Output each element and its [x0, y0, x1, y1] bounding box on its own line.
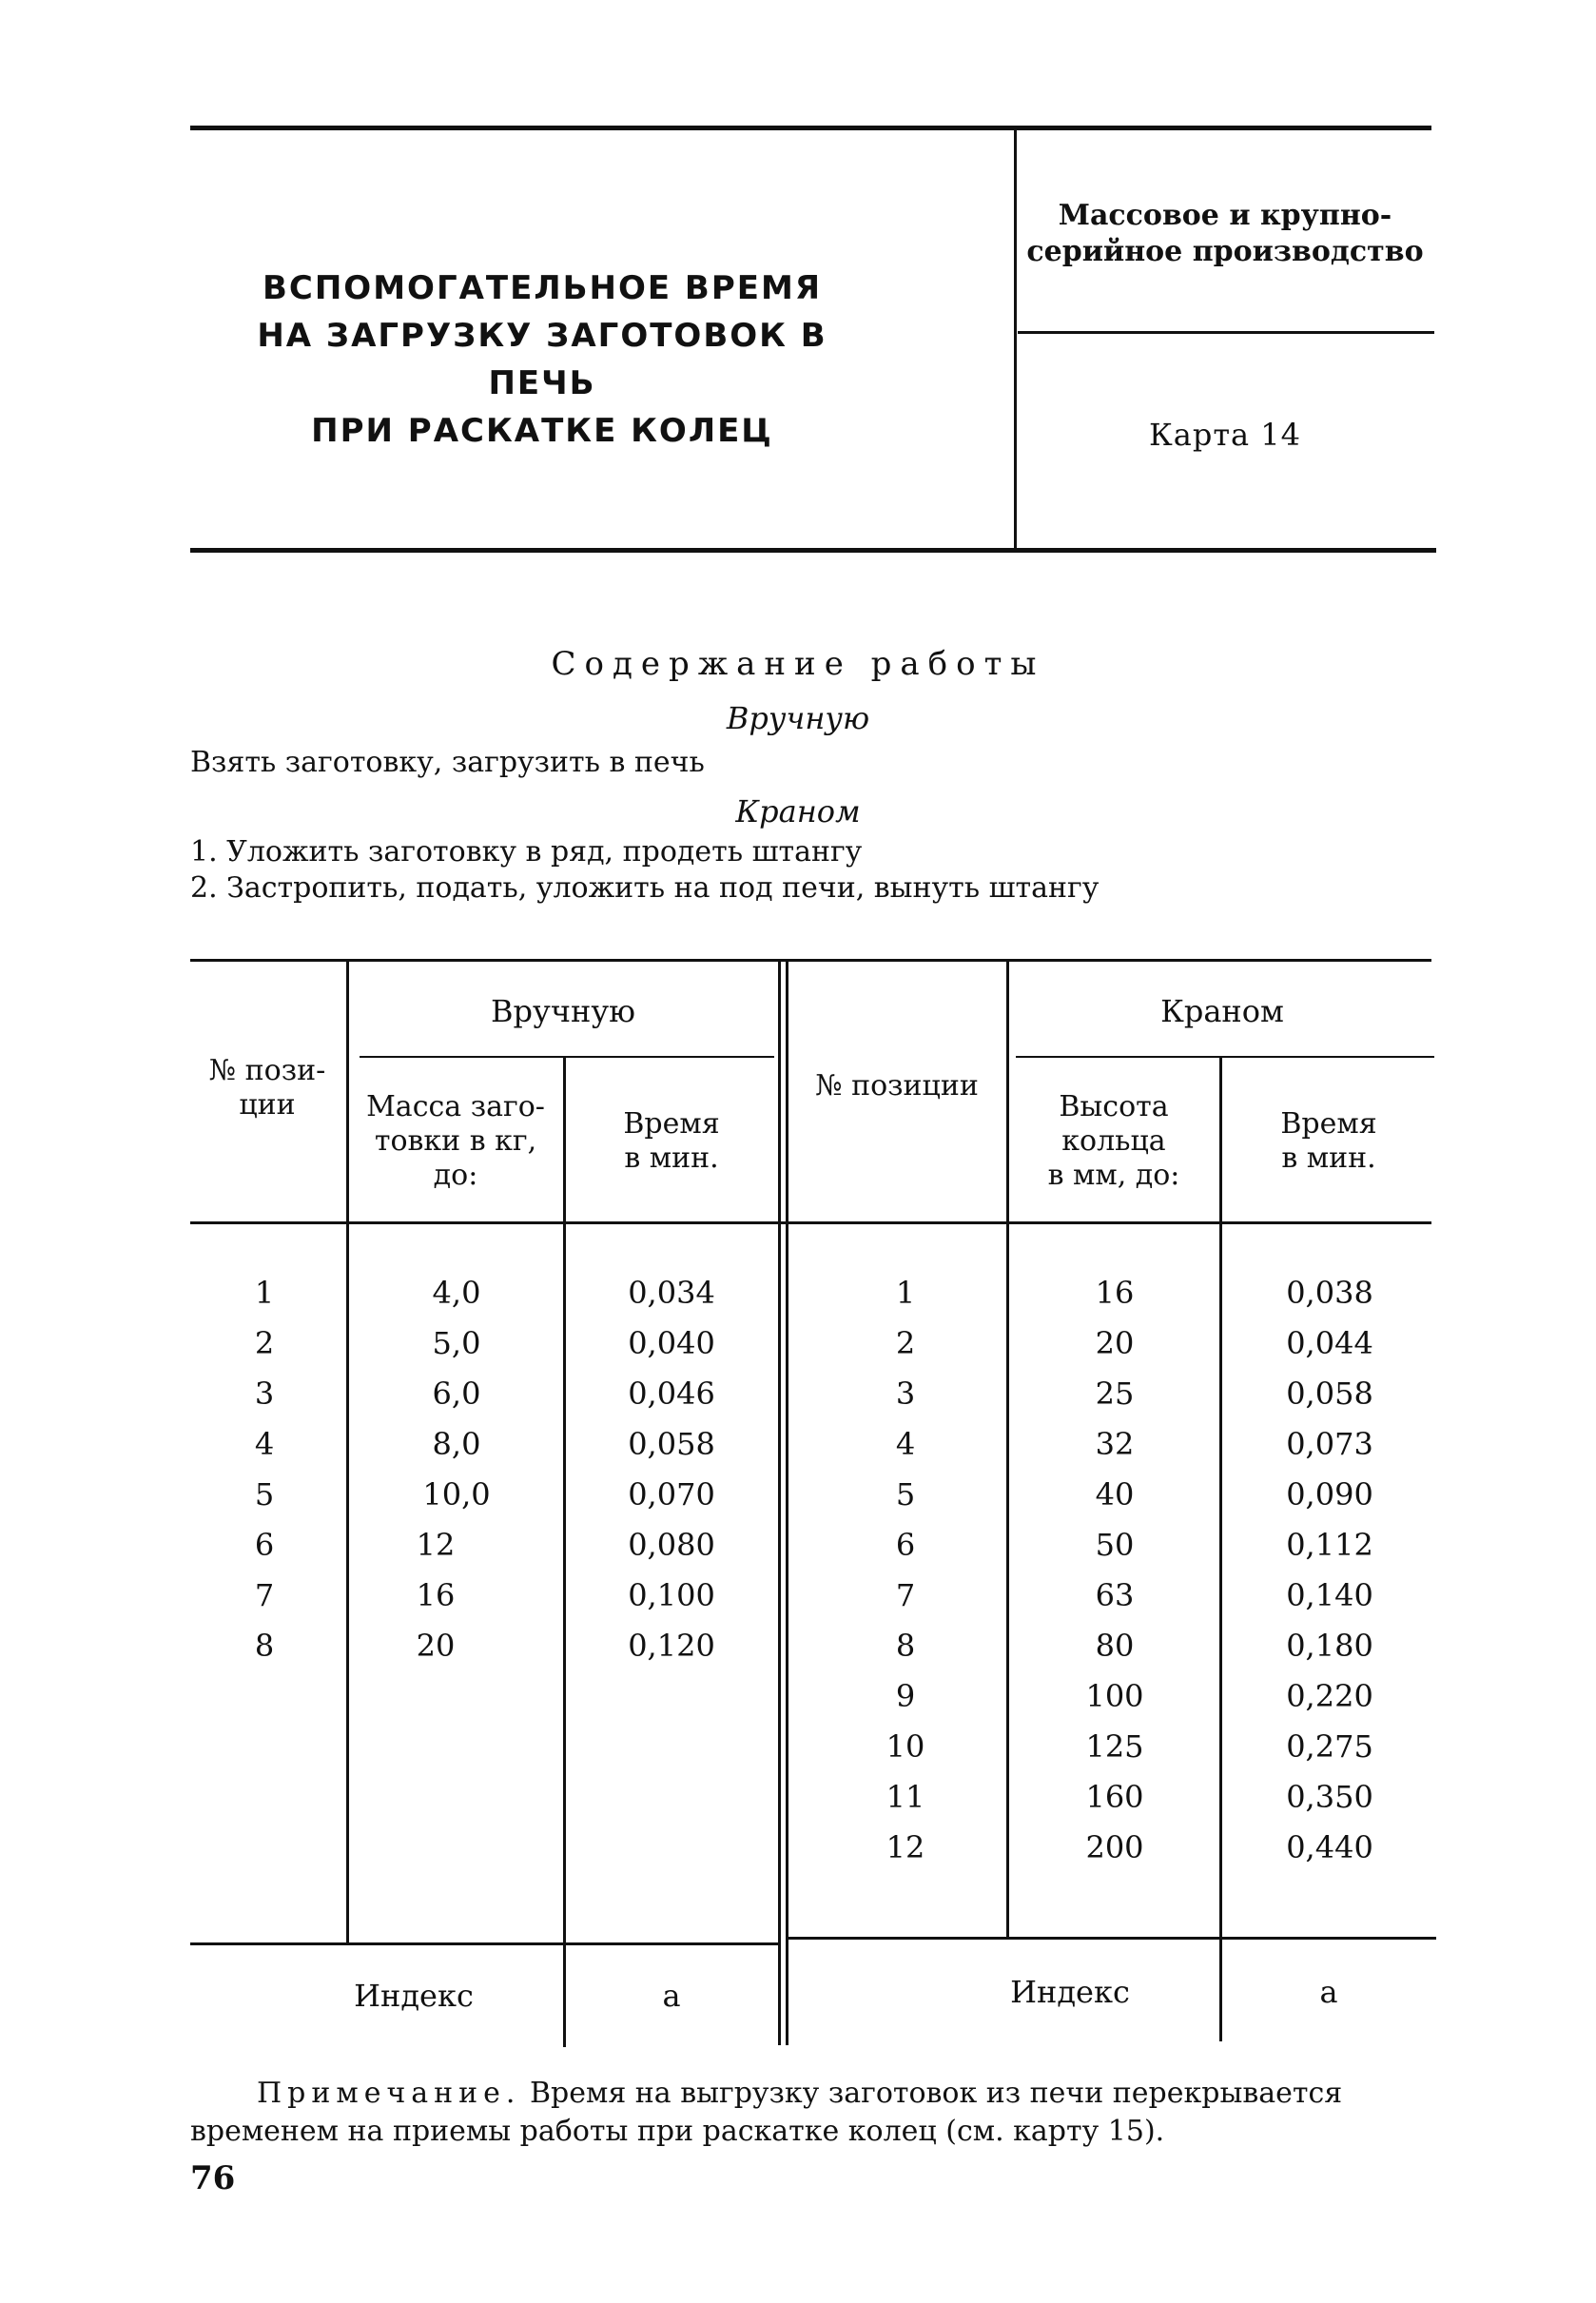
header-divider: [1014, 130, 1017, 548]
table-top-rule: [190, 959, 1431, 962]
crane-height-cell: 160: [1085, 1779, 1144, 1815]
crane-time-cell: 0,275: [1286, 1728, 1373, 1765]
crane-height-cell: 25: [1095, 1376, 1135, 1412]
crane-time-cell: 0,058: [1286, 1376, 1373, 1412]
manual-time-cell: 0,034: [628, 1275, 715, 1311]
mass-header: [348, 1090, 563, 1193]
crane-height-cell: 40: [1095, 1476, 1135, 1513]
manual-step: Взять заготовку, загрузить в печь: [190, 746, 705, 779]
center-double-rule: [786, 961, 788, 2045]
center-double-rule: [778, 961, 781, 2045]
height-header: [1010, 1090, 1217, 1193]
crane-pos-cell: 6: [895, 1527, 916, 1563]
crane-height-cell: 63: [1095, 1577, 1135, 1613]
header-bottom-rule-table: [190, 1221, 1431, 1224]
manual-group-rule: [360, 1056, 774, 1058]
mass-header-line: до:: [433, 1159, 478, 1192]
crane-time-cell: 0,090: [1286, 1476, 1373, 1513]
crane-time-cell: 0,220: [1286, 1678, 1373, 1714]
production-type: [1025, 198, 1425, 270]
crane-pos-cell: 9: [895, 1678, 916, 1714]
manual-pos-header-line: № пози-: [208, 1054, 326, 1087]
manual-index-value: а: [662, 1978, 681, 2014]
crane-step: 1. Уложить заготовку в ряд, продеть штангу: [190, 835, 863, 869]
manual-mass-cell: 4,0: [432, 1275, 481, 1311]
work-content-heading: Содержание работы: [551, 645, 1045, 683]
manual-pos-cell: 5: [254, 1476, 275, 1513]
production-type-line: серийное производство: [1026, 235, 1424, 268]
manual-time-header-line: в мин.: [624, 1142, 719, 1175]
crane-pos-cell: 3: [895, 1376, 916, 1412]
crane-pos-header: № позиции: [815, 1069, 979, 1103]
height-header-line: в мм, до:: [1047, 1159, 1180, 1192]
manual-pos-header-line: ции: [239, 1088, 296, 1122]
height-header-line: кольца: [1061, 1124, 1166, 1158]
header-bottom-rule: [190, 548, 1436, 553]
manual-pos-cell: 6: [254, 1527, 275, 1563]
crane-step: 2. Застропить, подать, уложить на под печи, вынуть штангу: [190, 871, 1100, 905]
card-number: Карта 14: [1149, 417, 1301, 453]
crane-time-cell: 0,180: [1286, 1628, 1373, 1664]
manual-index-label: Индекс: [354, 1978, 474, 2014]
page-title-line: ВСПОМОГАТЕЛЬНОЕ ВРЕМЯ: [262, 269, 822, 307]
crane-time-cell: 0,038: [1286, 1275, 1373, 1311]
crane-index-label: Индекс: [1010, 1974, 1130, 2010]
height-header-line: Высота: [1059, 1090, 1169, 1123]
header-right-divider: [1018, 331, 1434, 334]
manual-group-header: Вручную: [491, 993, 635, 1029]
crane-time-cell: 0,044: [1286, 1325, 1373, 1361]
manual-time-cell: 0,080: [628, 1527, 715, 1563]
crane-time-header: [1223, 1107, 1434, 1176]
mass-header-line: Масса заго-: [366, 1090, 545, 1123]
manual-time-cell: 0,070: [628, 1476, 715, 1513]
manual-mass-cell: 6,0: [432, 1376, 481, 1412]
note-line-2: временем на приемы работы при раскатке колец (см. карту 15).: [190, 2115, 1165, 2148]
manual-time-header: [567, 1107, 776, 1176]
crane-height-cell: 200: [1085, 1829, 1144, 1865]
crane-pos-cell: 10: [886, 1728, 925, 1765]
crane-index-value: а: [1319, 1974, 1338, 2010]
crane-time-cell: 0,112: [1286, 1527, 1373, 1563]
manual-pos-cell: 7: [254, 1577, 275, 1613]
manual-time-cell: 0,120: [628, 1628, 715, 1664]
crane-height-cell: 125: [1085, 1728, 1144, 1765]
crane-height-cell: 20: [1095, 1325, 1135, 1361]
manual-mass-cell: 10,0: [422, 1476, 491, 1513]
col-divider: [1219, 1058, 1222, 2041]
crane-height-cell: 80: [1095, 1628, 1135, 1664]
crane-pos-cell: 11: [886, 1779, 925, 1815]
crane-height-cell: 32: [1095, 1426, 1135, 1462]
manual-time-cell: 0,058: [628, 1426, 715, 1462]
crane-pos-cell: 12: [886, 1829, 925, 1865]
crane-time-header-line: Время: [1280, 1107, 1377, 1141]
manual-mass-cell: 16: [416, 1577, 456, 1613]
manual-time-cell: 0,040: [628, 1325, 715, 1361]
page-title-line: ПРИ РАСКАТКЕ КОЛЕЦ: [311, 412, 773, 450]
note-label: Примечание.: [257, 2077, 521, 2110]
page-title: [209, 264, 875, 455]
manual-time-cell: 0,046: [628, 1376, 715, 1412]
manual-label: Вручную: [726, 700, 870, 736]
production-type-line: Массовое и крупно-: [1058, 199, 1392, 232]
mass-header-line: товки в кг,: [374, 1124, 537, 1158]
manual-pos-cell: 1: [254, 1275, 275, 1311]
crane-time-cell: 0,073: [1286, 1426, 1373, 1462]
crane-pos-cell: 2: [895, 1325, 916, 1361]
body-bottom-rule-left: [190, 1942, 778, 1945]
manual-pos-cell: 4: [254, 1426, 275, 1462]
col-divider: [563, 1058, 566, 2047]
crane-group-header: Краном: [1160, 993, 1284, 1029]
crane-pos-cell: 1: [895, 1275, 916, 1311]
manual-mass-cell: 20: [416, 1628, 456, 1664]
page-number: 76: [190, 2159, 236, 2197]
body-bottom-rule-right: [786, 1937, 1436, 1940]
note-line-1: [257, 2076, 1342, 2112]
note-text: Время на выгрузку заготовок из печи перекрывается: [520, 2077, 1343, 2110]
crane-pos-cell: 4: [895, 1426, 916, 1462]
header-top-rule: [190, 126, 1431, 130]
crane-time-cell: 0,350: [1286, 1779, 1373, 1815]
manual-mass-cell: 5,0: [432, 1325, 481, 1361]
manual-pos-cell: 8: [254, 1628, 275, 1664]
manual-pos-cell: 2: [254, 1325, 275, 1361]
crane-label: Краном: [735, 793, 861, 829]
manual-time-cell: 0,100: [628, 1577, 715, 1613]
crane-pos-cell: 7: [895, 1577, 916, 1613]
crane-height-cell: 50: [1095, 1527, 1135, 1563]
manual-mass-cell: 8,0: [432, 1426, 481, 1462]
manual-mass-cell: 12: [416, 1527, 456, 1563]
col-divider: [1006, 961, 1009, 1939]
page-title-line: НА ЗАГРУЗКУ ЗАГОТОВОК В ПЕЧЬ: [257, 317, 827, 402]
crane-time-header-line: в мин.: [1281, 1142, 1376, 1175]
crane-height-cell: 16: [1095, 1275, 1135, 1311]
crane-pos-cell: 8: [895, 1628, 916, 1664]
manual-pos-header: [190, 1054, 344, 1122]
crane-group-rule: [1016, 1056, 1434, 1058]
crane-time-cell: 0,140: [1286, 1577, 1373, 1613]
manual-time-header-line: Время: [623, 1107, 720, 1141]
crane-height-cell: 100: [1085, 1678, 1144, 1714]
crane-time-cell: 0,440: [1286, 1829, 1373, 1865]
crane-pos-cell: 5: [895, 1476, 916, 1513]
manual-pos-cell: 3: [254, 1376, 275, 1412]
